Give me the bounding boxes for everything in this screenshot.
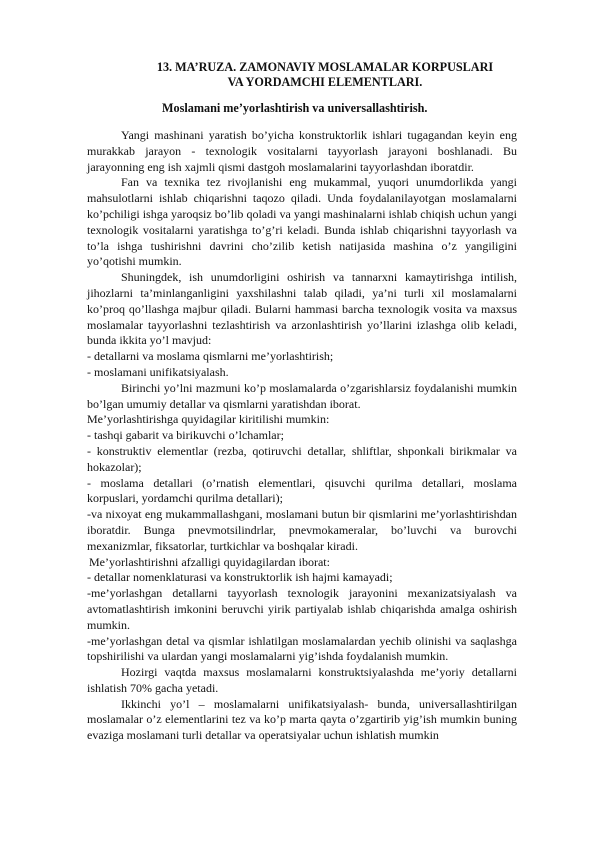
- paragraph-1: Yangi mashinani yaratish bo’yicha konstruktorlik ishlari tugagandan keyin eng murakkab jarayon - texnologik vositalarni tayyorlash jarayoni boshlanadi. Bu jarayonning eng ish xajmli qismi dastgoh moslamalarini tayyorlashdan iboratdir.: [87, 128, 517, 174]
- paragraph-3: Shuningdek, ish unumdorligini oshirish va tannarxni kamaytirishga intilish, jihozlarni ta’minlanganligini yaxshilashni talab qiladi, ya’ni turli xil moslamalarni ko’proq qo’llashga majbur qiladi. Bularni hammasi barcha texnologik vosita va maxsus moslamalar tayyorlashni tezlashtirish va arzonlashtirish yo’llarini izlashga olib keladi, bunda ikkita yo’l mavjud:: [87, 270, 517, 348]
- title-line-1: 13. MA’RUZA. ZAMONAVIY MOSLAMALAR KORPUSLARI: [156, 60, 494, 74]
- list-item: - konstruktiv elementlar (rezba, qotiruvchi detallar, shliftlar, shponkali birikmalar va hokazolar);: [87, 443, 517, 474]
- section-heading: Moslamani me’yorlashtirish va universallashtirish.: [162, 101, 428, 115]
- list-item: -me’yorlashgan detallarni tayyorlash texnologik jarayonini mexanizatsiyalash va avtomatlashtirish imkonini beruvchi yirik partiyalab ishlab chiqarishda amalga oshirish mumkin.: [87, 586, 517, 632]
- list-item: - detallar nomenklaturasi va konstruktorlik ish hajmi kamayadi;: [87, 570, 393, 585]
- title-line-2: VA YORDAMCHI ELEMENTLARI.: [227, 75, 423, 89]
- list-item: -me’yorlashgan detal va qismlar ishlatilgan moslamalardan yechib olinishi va saqlashga topshirilishi va ulardan yangi moslamalarni yig’ishda foydalanish mumkin.: [87, 633, 517, 664]
- list-item: - tashqi gabarit va birikuvchi o’lchamlar;: [87, 428, 284, 443]
- list-item: - moslama detallari (o’rnatish elementlari, qisuvchi qurilma detallari, moslama korpuslari, yordamchi qurilma detallari);: [87, 475, 517, 506]
- list-intro: Me’yorlashtirishga quyidagilar kiritilishi mumkin:: [87, 412, 330, 427]
- body-text: [87, 128, 517, 744]
- paragraph-6: Ikkinchi yo’l – moslamalarni unifikatsiyalash- bunda, universallashtirilgan moslamalar o’z elementlarini tez va ko’p marta qayta o’zgartirib yig’ish mumkin buning evaziga moslamani turli detallar va operatsiyalar uchun ishlatish mumkin: [87, 696, 517, 743]
- list-item: -va nixoyat eng mukammallashgani, moslamani butun bir qismlarini me’yorlashtirishdan iboratdir. Bunga pnevmotsilindrlar, pnevmokameralar, bo’luvchi va burovchi mexanizmlar, fiksatorlar, turtkichlar va boshqalar kiradi.: [87, 507, 517, 553]
- paragraph-2: Fan va texnika tez rivojlanishi eng mukammal, yuqori unumdorlikda yangi mahsulotlarni ishlab chiqarishni taqozo qiladi. Unda foydalanilayotgan moslamalarni ko’pchiligi ishga yaroqsiz bo’lib qoladi va yangi mashinalarni ishlab chiqish uchun yangi texnologik vositalarni yaratishga to’g’ri keladi. Bunda ishlab chiqarishni tayyorlash va to’la ishga tushirishni davrini cho’zilib ketish natijasida mashina o’z yangiligini yo’qotishi mumkin.: [87, 175, 517, 269]
- list-intro: Me’yorlashtirishni afzalligi quyidagilardan iborat:: [89, 554, 330, 569]
- paragraph-5: Hozirgi vaqtda maxsus moslamalarni konstruktsiyalashda me’yoriy detallarni ishlatish 70% gacha yetadi.: [87, 665, 517, 695]
- paragraph-4: Birinchi yo’lni mazmuni ko’p moslamalarda o’zgarishlarsiz foydalanishi mumkin bo’lgan umumiy detallar va qismlarni yaratishdan iborat.: [87, 380, 517, 411]
- lecture-title: [80, 60, 530, 90]
- list-item: - detallarni va moslama qismlarni me’yorlashtirish;: [87, 349, 334, 364]
- list-item: - moslamani unifikatsiyalash.: [87, 364, 229, 379]
